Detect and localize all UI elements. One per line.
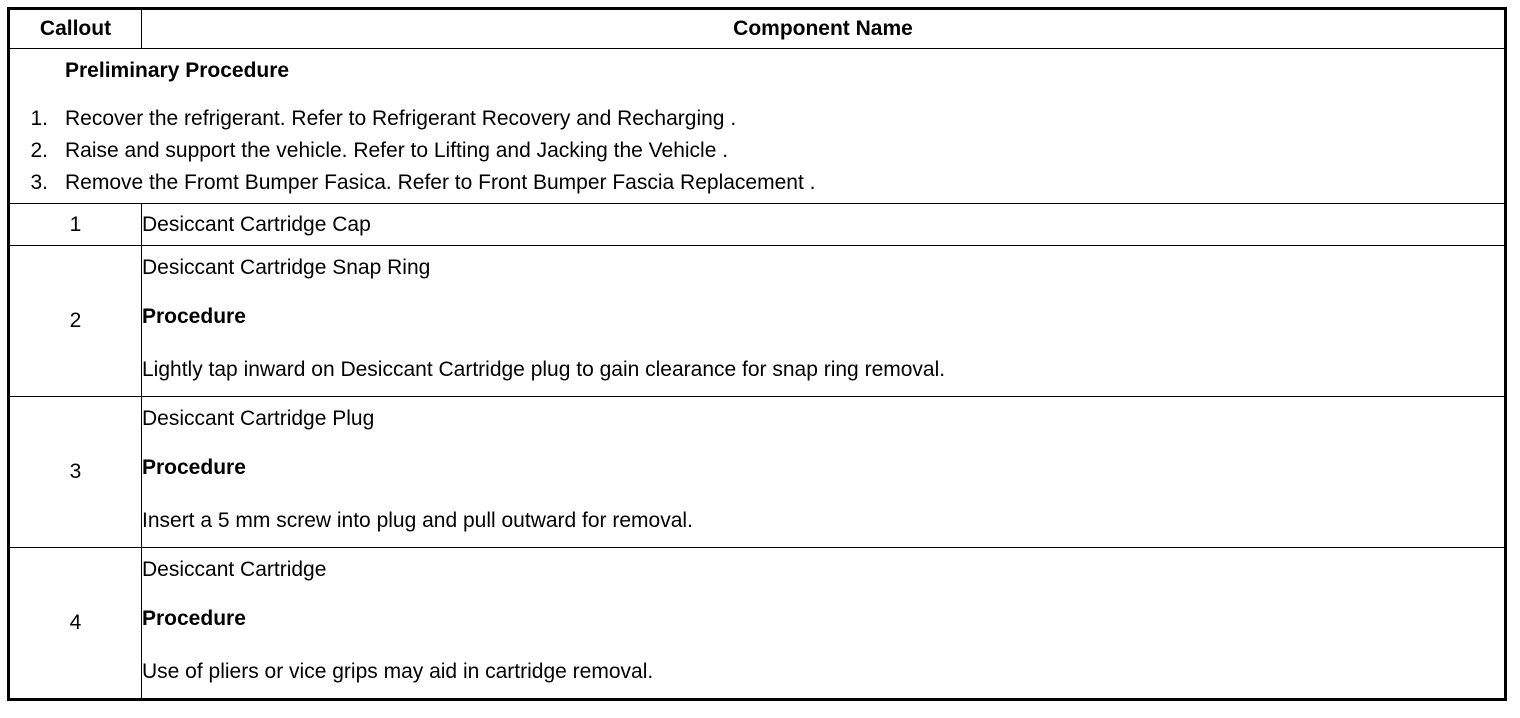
preliminary-procedure-cell: [9, 49, 1506, 204]
callout-cell: 4: [9, 548, 142, 700]
callout-cell: 3: [9, 397, 142, 548]
procedure-text: Insert a 5 mm screw into plug and pull outward for removal.: [142, 509, 693, 532]
table-row: [9, 397, 1506, 548]
procedure-table: [7, 7, 1507, 701]
component-name-cell: [142, 246, 1506, 397]
header-row: [9, 9, 1506, 49]
component-name-cell: [142, 548, 1506, 700]
preliminary-procedure-row: [9, 49, 1506, 204]
step-number: 2.: [30, 139, 48, 162]
procedure-label: Procedure: [142, 456, 246, 479]
preliminary-step: [10, 135, 1504, 167]
callout-cell: 1: [9, 204, 142, 246]
table-row: [9, 548, 1506, 700]
step-number: 1.: [30, 107, 48, 130]
component-title: Desiccant Cartridge: [142, 558, 327, 581]
procedure-text: Lightly tap inward on Desiccant Cartridge plug to gain clearance for snap ring removal.: [142, 358, 946, 381]
preliminary-step: [10, 103, 1504, 135]
component-name-column-header: Component Name: [142, 9, 1506, 49]
component-title: Desiccant Cartridge Plug: [142, 407, 375, 430]
callout-column-header: Callout: [9, 9, 142, 49]
procedure-label: Procedure: [142, 305, 246, 328]
step-text: Recover the refrigerant. Refer to Refrigerant Recovery and Recharging .: [65, 107, 737, 130]
table-header: [9, 9, 1506, 49]
procedure-text: Use of pliers or vice grips may aid in cartridge removal.: [142, 660, 654, 683]
table-row: [9, 204, 1506, 246]
procedure-label: Procedure: [142, 607, 246, 630]
callout-cell: 2: [9, 246, 142, 397]
component-name-cell: [142, 397, 1506, 548]
step-text: Remove the Fromt Bumper Fasica. Refer to Front Bumper Fascia Replacement .: [65, 171, 816, 194]
table-row: [9, 246, 1506, 397]
component-name-cell: Desiccant Cartridge Cap: [142, 204, 1506, 246]
step-number: 3.: [30, 171, 48, 194]
component-title: Desiccant Cartridge Snap Ring: [142, 256, 431, 279]
preliminary-step: [10, 167, 1504, 199]
step-text: Raise and support the vehicle. Refer to Lifting and Jacking the Vehicle .: [65, 139, 729, 162]
preliminary-procedure-heading: Preliminary Procedure: [65, 59, 290, 82]
preliminary-steps-list: [10, 103, 1504, 199]
